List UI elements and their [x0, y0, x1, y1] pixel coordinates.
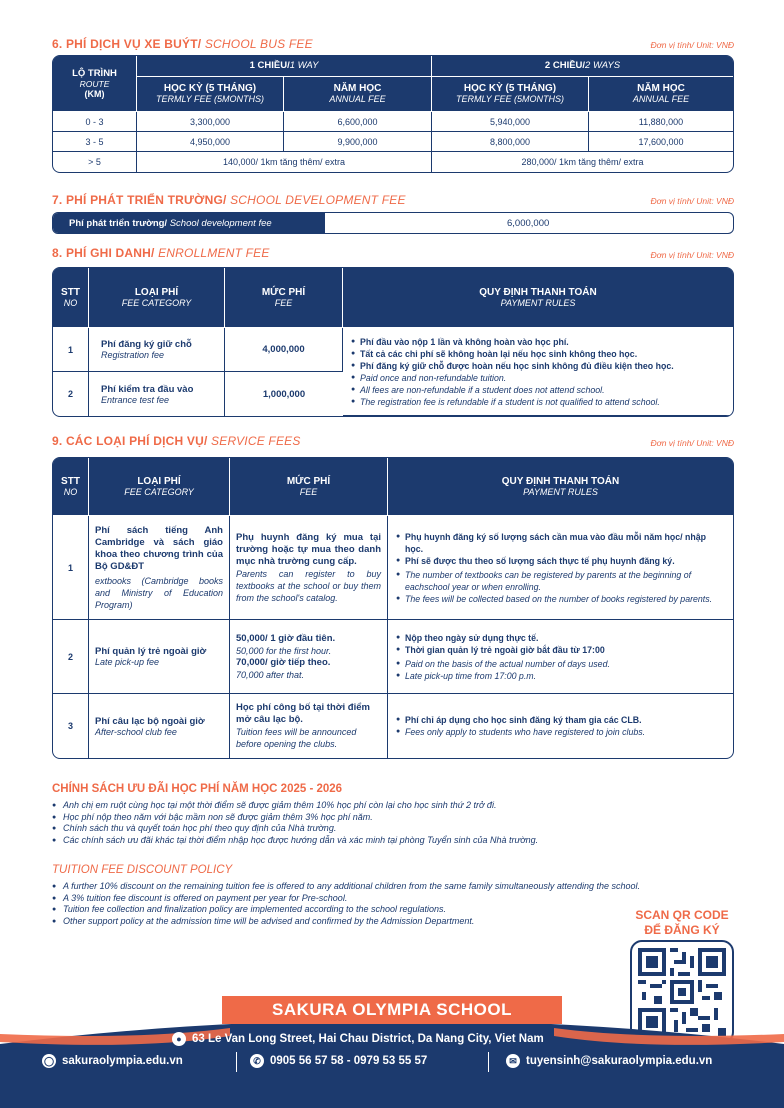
dev-section-title: 7. PHÍ PHÁT TRIỂN TRƯỜNG/ SCHOOL DEVELOPMENT FEE — [52, 193, 406, 207]
enroll-section-title: 8. PHÍ GHI DANH/ ENROLLMENT FEE — [52, 246, 270, 260]
service-row: 3 Phí câu lạc bộ ngoài giờ After-school club fee Học phí công bố tại thời điểm mở câu lạc bộ. Tuition fees will be announced before opening the clubs. ● Phí chỉ áp dụng cho học sinh đăng ký tham gia các CLB. ● Fees only apply to students who have registered to join clubs. — [53, 694, 733, 758]
service-section-title: 9. CÁC LOẠI PHÍ DỊCH VỤ/ SERVICE FEES — [52, 434, 301, 448]
oneway-header: 1 CHIỀU/1 WAY — [137, 56, 432, 77]
enroll-unit: Đơn vị tính/ Unit: VNĐ — [650, 250, 734, 260]
enroll-rules-cell: ● Phí đầu vào nộp 1 lần và không hoàn vào học phí. ● Tất cả các chi phí sẽ không hoàn lại nếu học sinh không theo học. ● Phí đăng ký giữ chỗ được hoàn nếu học sinh không đủ điều kiện theo học. ● Paid once and non-refundable tuition. ● All fees are non-refundable if a student does not attend school. ● The registration fee is refundable if a student is not qualified to attend school. — [343, 328, 733, 416]
enroll-header-no: STT NO — [53, 268, 89, 328]
enroll-header-category: LOẠI PHÍ FEE CATEGORY — [89, 268, 225, 328]
address: ● 63 Le Van Long Street, Hai Chau District, Da Nang City, Viet Nam — [172, 1032, 544, 1046]
website-link[interactable]: ◯ sakuraolympia.edu.vn — [43, 1055, 183, 1067]
bus-fee-table — [52, 55, 734, 173]
bus-row: 3 - 5 4,950,000 9,900,000 8,800,000 17,600,000 — [53, 132, 733, 152]
enroll-row: 1 Phí đăng ký giữ chỗ Registration fee 4,000,000 ● Phí đầu vào nộp 1 lần và không hoàn vào học phí. ● Tất cả các chi phí sẽ không hoàn lại nếu học sinh không theo học. ● Phí đăng ký giữ chỗ được hoàn nếu học sinh không đủ điều kiện theo học. ● Paid once and non-refundable tuition. ● All fees are non-refundable if a student does not attend school. ● The registration fee is refundable if a student is not qualified to attend school. — [53, 328, 733, 372]
dev-fee-value: 6,000,000 — [507, 217, 550, 229]
service-header-fee: MỨC PHÍ FEE — [230, 458, 388, 516]
email-link[interactable]: ✉ tuyensinh@sakuraolympia.edu.vn — [506, 1054, 712, 1068]
policy-title-en: TUITION FEE DISCOUNT POLICY — [52, 864, 233, 876]
bus-row-extra: > 5 140,000/ 1km tăng thêm/ extra 280,000/ 1km tăng thêm/ extra — [53, 152, 733, 172]
bus-title-vn: 6. PHÍ DỊCH VỤ XE BUÝT/ — [52, 37, 202, 51]
twoway-header: 2 CHIỀU/2 WAYS — [432, 56, 733, 77]
enroll-header-rules: QUY ĐỊNH THANH TOÁN PAYMENT RULES — [343, 268, 733, 328]
dev-fee-label: Phí phát triển trường/ School development fee — [53, 213, 325, 233]
bus-unit: Đơn vị tính/ Unit: VNĐ — [650, 40, 734, 50]
phone-icon: ✆ — [250, 1054, 264, 1068]
dev-unit: Đơn vị tính/ Unit: VNĐ — [650, 196, 734, 206]
service-header-no: STT NO — [53, 458, 89, 516]
bus-row: 0 - 3 3,300,000 6,600,000 5,940,000 11,880,000 — [53, 112, 733, 132]
enrollment-fee-table — [52, 267, 734, 417]
qr-caption: SCAN QR CODE ĐỂ ĐĂNG KÝ — [635, 908, 729, 937]
school-name-banner: SAKURA OLYMPIA SCHOOL — [222, 996, 562, 1024]
bus-section-title — [52, 37, 313, 51]
policy-title-vn: CHÍNH SÁCH ƯU ĐÃI HỌC PHÍ NĂM HỌC 2025 - 2026 — [52, 783, 343, 795]
twoway-termly-header: HỌC KỲ (5 THÁNG) TERMLY FEE (5MONTHS) — [432, 77, 589, 112]
location-pin-icon: ● — [172, 1032, 186, 1046]
policy-list-en: ● A further 10% discount on the remaining tuition fee is offered to any additional children from the same family simultaneously attending the school. ● A 3% tuition fee discount is offered on payment per year for Pre-school. ● Tuition fee collection and finalization policy are implemented according to the school regulations. ● Other support policy at the admission time will be advised and confirmed by the Admission Department. — [52, 881, 692, 927]
bus-title-en: SCHOOL BUS FEE — [204, 37, 313, 51]
oneway-annual-header: NĂM HỌC ANNUAL FEE — [284, 77, 432, 112]
enroll-row: 2 Phí kiểm tra đầu vào Entrance test fee 1,000,000 — [53, 372, 733, 416]
policy-list-vn: ● Anh chị em ruột cùng học tại một thời điểm sẽ được giảm thêm 10% học phí còn lại cho học sinh thứ 2 trở đi. ● Học phí nộp theo năm với bậc mầm non sẽ được giảm thêm 3% học phí năm. ● Chính sách thu và quyết toán học phí theo quy định của Nhà trường. ● Các chính sách ưu đãi khác tại thời điểm nhập học được hướng dẫn và xác minh tại phòng Tuyển sinh của Nhà trường. — [52, 800, 732, 846]
phone-numbers[interactable]: ✆ 0905 56 57 58 - 0979 53 55 57 — [250, 1054, 427, 1068]
globe-icon: ◯ — [43, 1056, 55, 1066]
dev-fee-row — [52, 212, 734, 234]
mail-icon: ✉ — [506, 1054, 520, 1068]
route-header: LỘ TRÌNH ROUTE (KM) — [53, 56, 137, 112]
twoway-annual-header: NĂM HỌC ANNUAL FEE — [589, 77, 733, 112]
service-row: 2 Phí quản lý trẻ ngoài giờ Late pick-up fee 50,000/ 1 giờ đầu tiên. 50,000 for the first hour. 70,000/ giờ tiếp theo. 70,000 after that. ● Nộp theo ngày sử dụng thực tế. ● Thời gian quản lý trẻ ngoài giờ bắt đầu từ 17:00 ● Paid on the basis of the actual number of days used. ● Late pick-up time from 17:00 p.m. — [53, 620, 733, 694]
oneway-termly-header: HỌC KỲ (5 THÁNG) TERMLY FEE (5MONTHS) — [137, 77, 284, 112]
service-fee-table — [52, 457, 734, 759]
service-row: 1 Phí sách tiếng Anh Cambridge và sách giáo khoa theo chương trình của Bộ GD&ĐT extbooks (Cambridge books and Ministry of Education Program) Phụ huynh đăng ký mua tại trường hoặc tự mua theo danh mục nhà trường cung cấp. Parents can register to buy textbooks at the school or buy them from the school's catalog. ● Phụ huynh đăng ký số lượng sách cần mua vào đầu mỗi năm học/ nhập học. ● Phí sẽ được thu theo số lượng sách thực tế phụ huynh đăng ký. ● The number of textbooks can be registered by parents at the beginning of eachschool year or when enrolling. ● The fees will be collected based on the number of books registered by parents. — [53, 516, 733, 620]
enroll-header-fee: MỨC PHÍ FEE — [225, 268, 343, 328]
footer — [0, 1000, 784, 1108]
service-unit: Đơn vị tính/ Unit: VNĐ — [650, 438, 734, 448]
service-header-rules: QUY ĐỊNH THANH TOÁN PAYMENT RULES — [388, 458, 733, 516]
service-header-category: LOẠI PHÍ FEE CATEGORY — [89, 458, 230, 516]
